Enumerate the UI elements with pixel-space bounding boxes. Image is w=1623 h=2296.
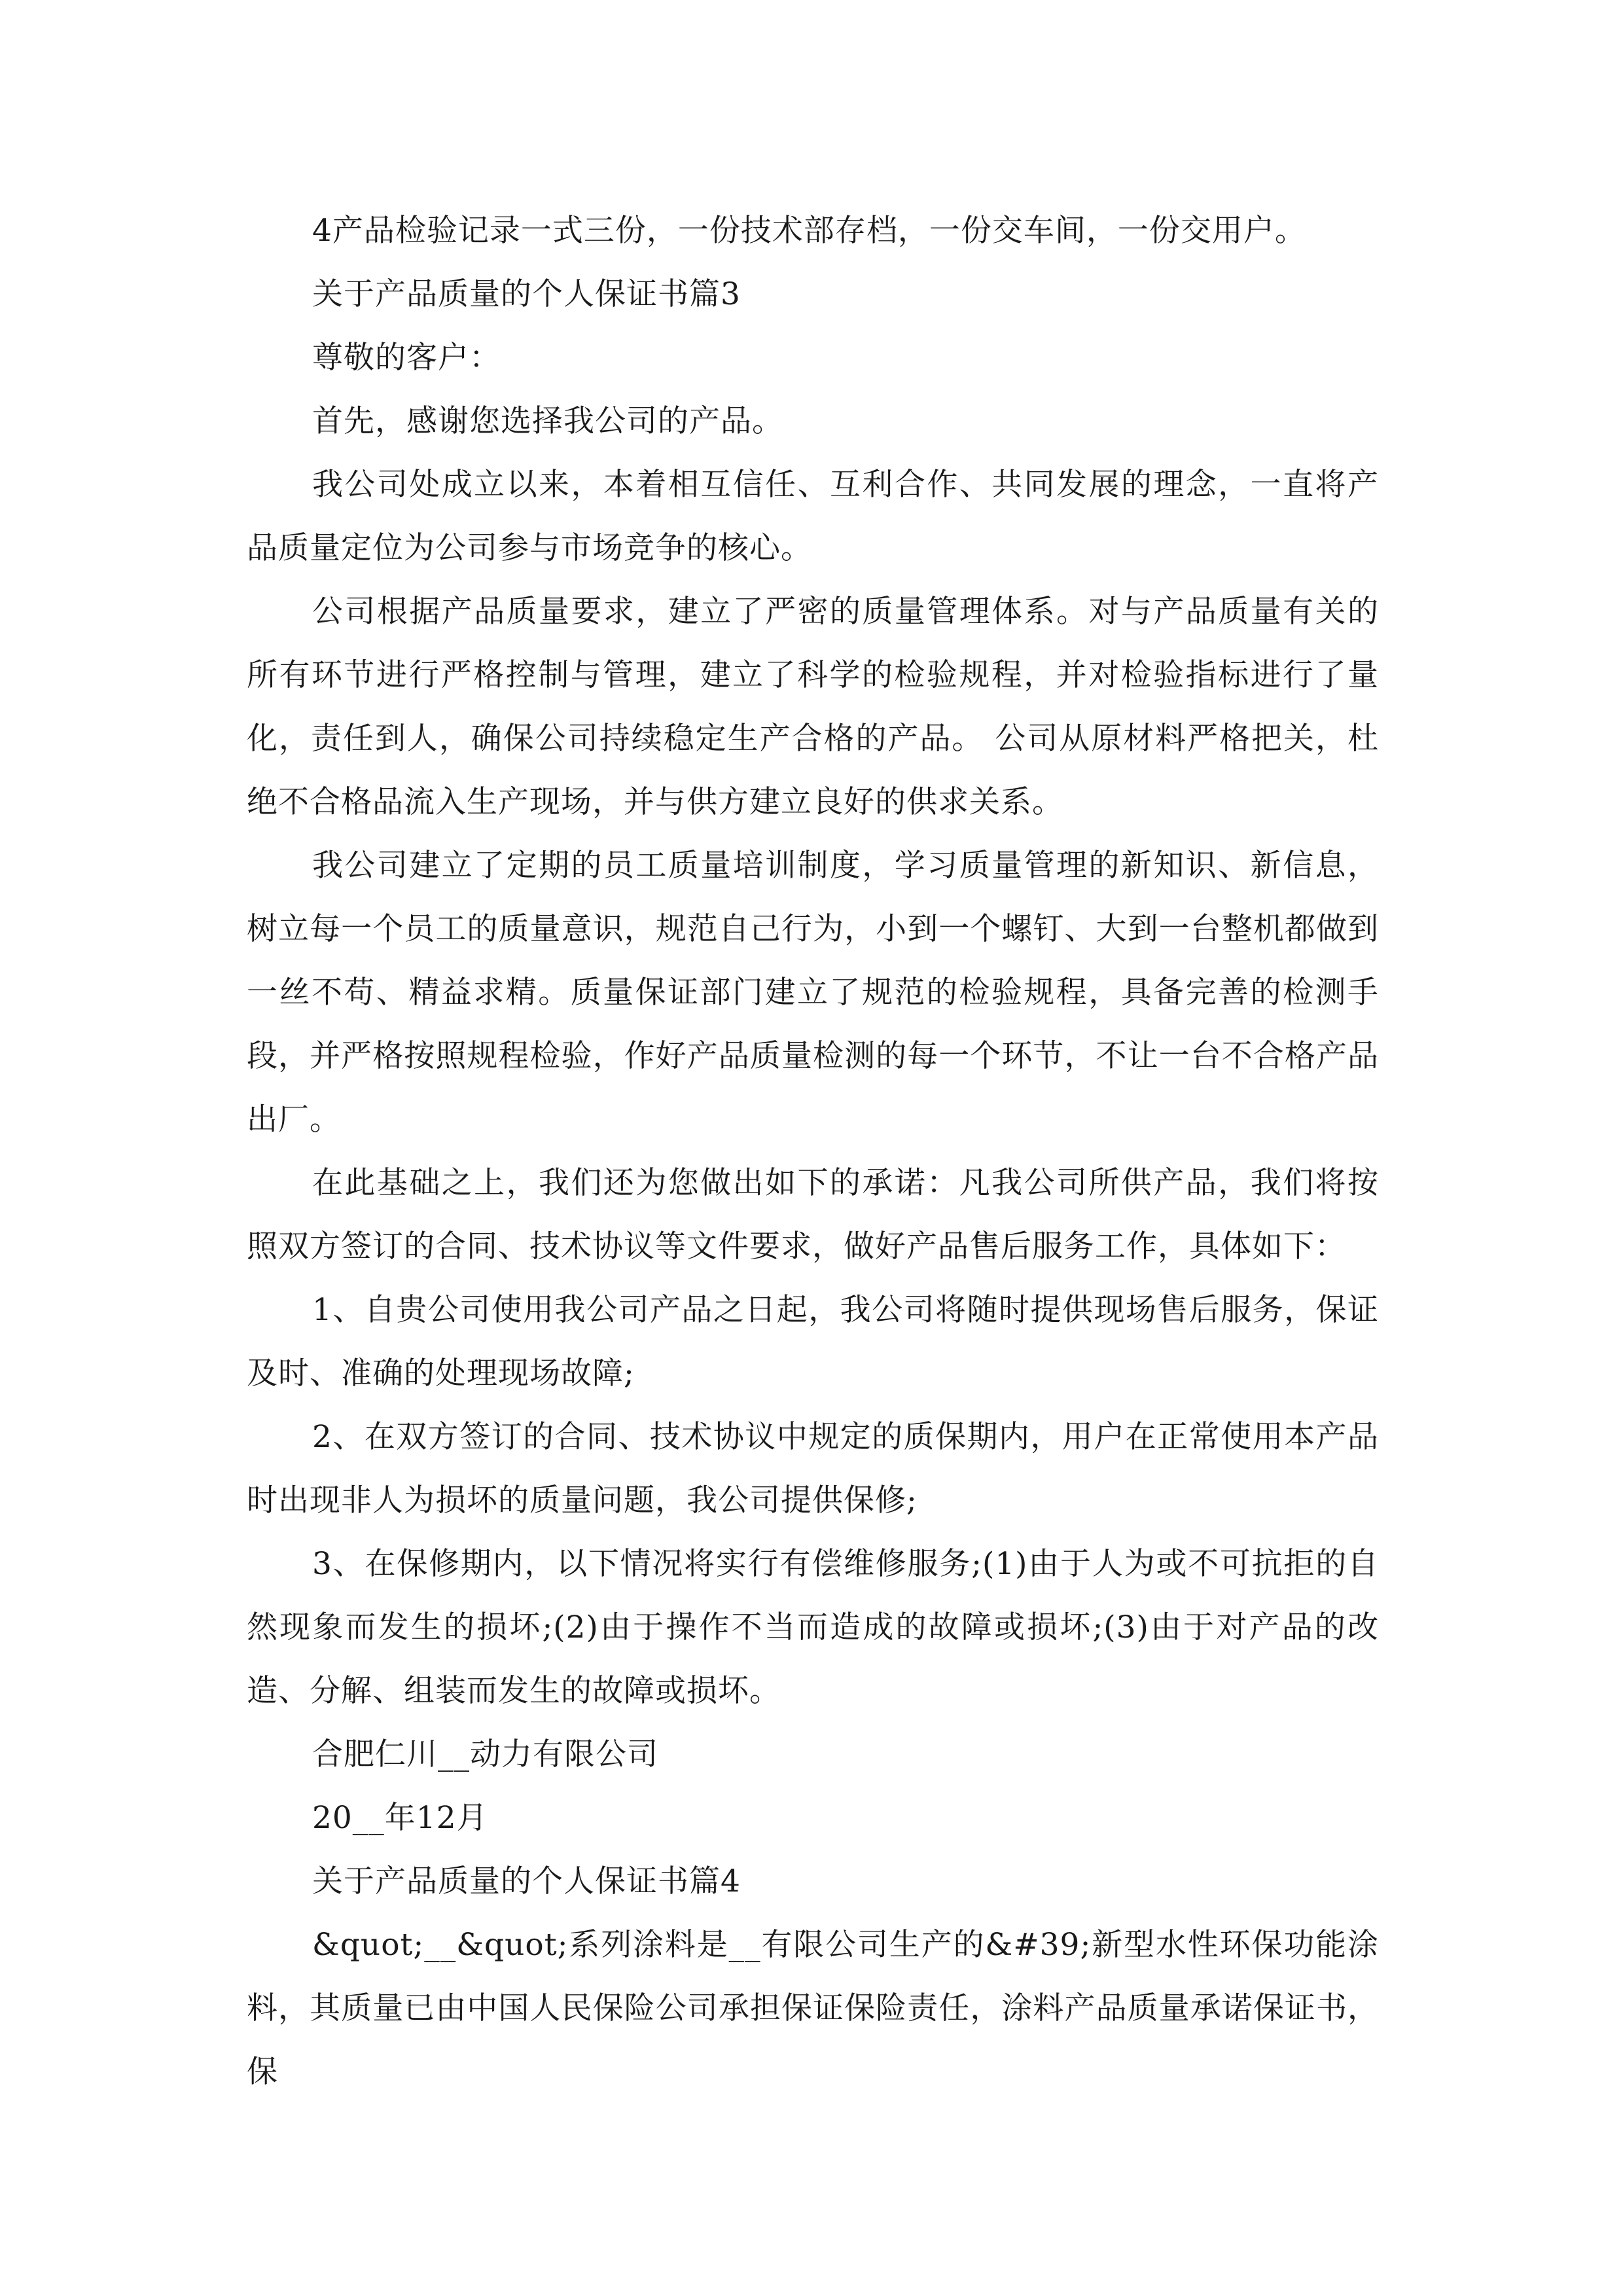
section-heading-3: 关于产品质量的个人保证书篇3 (312, 276, 741, 312)
document-body (247, 199, 1379, 2104)
paragraph-training: 我公司建立了定期的员工质量培训制度，学习质量管理的新知识、新信息，树立每一个员工的质量意识，规范自己行为，小到一个螺钉、大到一台整机都做到一丝不苟、精益求精。质量保证部门建立了规范的检验规程，具备完善的检测手段，并严格按照规程检验，作好产品质量检测的每一个环节，不让一台不合格产品出厂。 (247, 848, 1379, 1138)
commitment-item-1: 1、自贵公司使用我公司产品之日起，我公司将随时提供现场售后服务，保证及时、准确的处理现场故障; (247, 1292, 1379, 1391)
paragraph-quality-system: 公司根据产品质量要求，建立了严密的质量管理体系。对与产品质量有关的所有环节进行严格控制与管理，建立了科学的检验规程，并对检验指标进行了量化，责任到人，确保公司持续稳定生产合格的产品。 公司从原材料严格把关，杜绝不合格品流入生产现场，并与供方建立良好的供求关系。 (247, 594, 1379, 820)
paragraph-thanks: 首先，感谢您选择我公司的产品。 (312, 403, 783, 439)
signature-date: 20__年12月 (312, 1800, 488, 1836)
salutation: 尊敬的客户： (312, 340, 501, 376)
section-heading-4: 关于产品质量的个人保证书篇4 (312, 1863, 741, 1899)
paragraph-commitment-intro: 在此基础之上，我们还为您做出如下的承诺：凡我公司所供产品，我们将按照双方签订的合同、技术协议等文件要求，做好产品售后服务工作，具体如下： (247, 1165, 1379, 1265)
paragraph-company-philosophy: 我公司处成立以来，本着相互信任、互利合作、共同发展的理念，一直将产品质量定位为公司参与市场竞争的核心。 (247, 467, 1379, 566)
signature-company: 合肥仁川__动力有限公司 (312, 1736, 658, 1772)
paragraph-coating-guarantee: &quot;__&quot;系列涂料是__有限公司生产的&#39;新型水性环保功能涂料，其质量已由中国人民保险公司承担保证保险责任，涂料产品质量承诺保证书，保 (247, 1927, 1379, 2090)
paragraph-inspection-record: 4产品检验记录一式三份，一份技术部存档，一份交车间，一份交用户。 (312, 213, 1306, 249)
commitment-item-3: 3、在保修期内，以下情况将实行有偿维修服务;(1)由于人为或不可抗拒的自然现象而发生的损坏;(2)由于操作不当而造成的故障或损坏;(3)由于对产品的改造、分解、组装而发生的故障或损坏。 (247, 1546, 1379, 1709)
commitment-item-2: 2、在双方签订的合同、技术协议中规定的质保期内，用户在正常使用本产品时出现非人为损坏的质量问题，我公司提供保修; (247, 1419, 1379, 1518)
